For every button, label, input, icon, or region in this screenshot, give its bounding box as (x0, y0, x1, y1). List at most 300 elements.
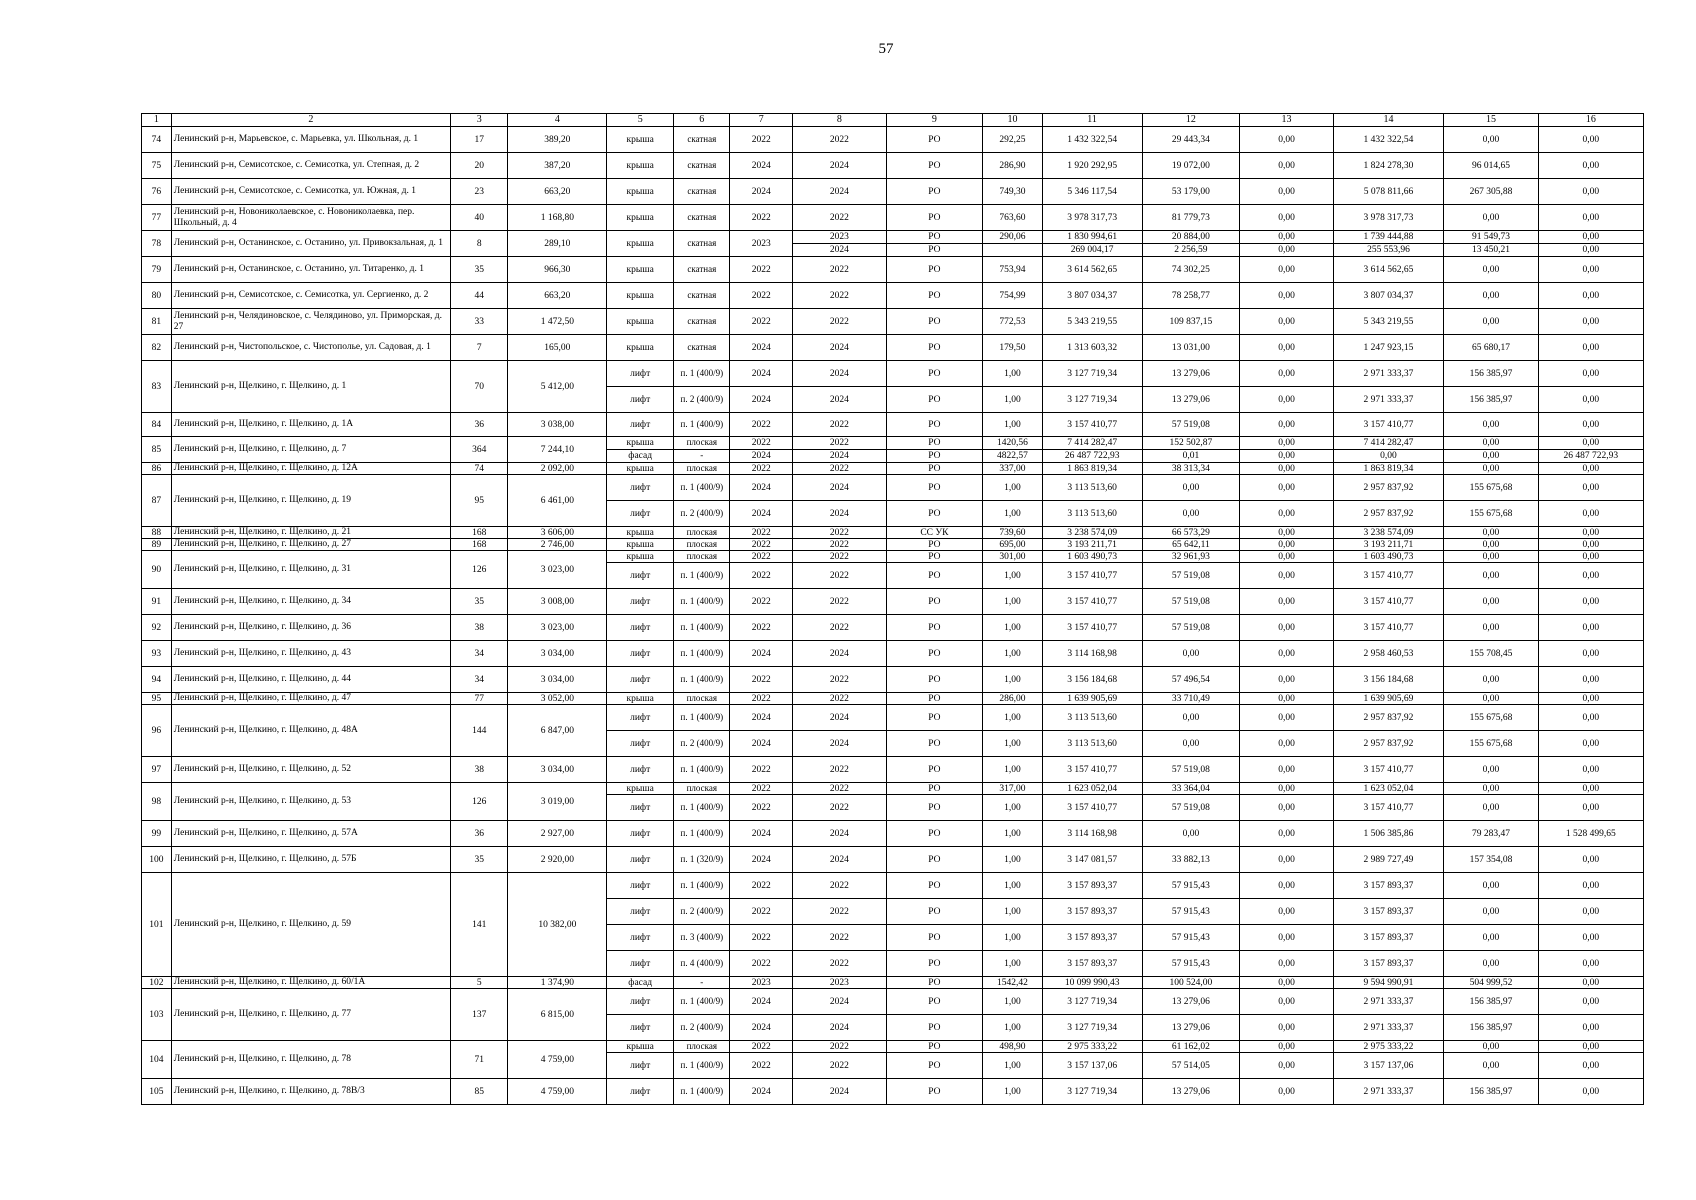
table-cell: 0,00 (1240, 977, 1333, 989)
table-cell: лифт (607, 413, 674, 437)
table-cell: 2 971 333,37 (1333, 1015, 1443, 1041)
table-cell: 0,00 (1538, 757, 1643, 783)
table-cell: 2024 (793, 731, 886, 757)
table-cell: 2022 (730, 795, 793, 821)
table-cell: 7 414 282,47 (1333, 437, 1443, 450)
table-cell: п. 1 (400/9) (674, 615, 730, 641)
table-cell: 0,00 (1444, 257, 1539, 283)
table-body (142, 114, 1644, 1105)
table-cell: 0,00 (1240, 413, 1333, 437)
table-cell: РО (886, 205, 983, 231)
table-cell: 0,00 (1240, 795, 1333, 821)
table-cell: скатная (674, 153, 730, 179)
table-cell: 152 502,87 (1142, 437, 1240, 450)
table-cell: 0,00 (1240, 387, 1333, 413)
table-cell: 0,00 (1538, 925, 1643, 951)
table-cell: крыша (607, 335, 674, 361)
table-cell: 2024 (793, 179, 886, 205)
table-cell: 1,00 (983, 1053, 1042, 1079)
table-cell: 3 114 168,98 (1042, 641, 1142, 667)
table-cell: РО (886, 475, 983, 501)
table-cell: крыша (607, 257, 674, 283)
table-cell: РО (886, 551, 983, 563)
table-cell: лифт (607, 925, 674, 951)
table-cell: РО (886, 821, 983, 847)
table-cell: 0,00 (1538, 153, 1643, 179)
table-cell: 7 414 282,47 (1042, 437, 1142, 450)
table-cell: Ленинский р-н, Щелкино, г. Щелкино, д. 43 (171, 641, 450, 667)
table-cell: 0,00 (1444, 205, 1539, 231)
table-cell: 0,00 (1538, 1053, 1643, 1079)
table-cell: 695,00 (983, 539, 1042, 551)
table-cell: п. 1 (400/9) (674, 413, 730, 437)
table-cell: Ленинский р-н, Семисотское, с. Семисотка, ул. Южная, д. 1 (171, 179, 450, 205)
table-cell: 3 238 574,09 (1042, 527, 1142, 539)
table-cell: 2 975 333,22 (1042, 1041, 1142, 1053)
table-row (142, 1041, 1644, 1053)
table-cell: 0,00 (1538, 731, 1643, 757)
table-cell: 3 127 719,34 (1042, 387, 1142, 413)
column-header: 3 (451, 114, 508, 127)
table-cell: Ленинский р-н, Щелкино, г. Щелкино, д. 1А (171, 413, 450, 437)
table-cell: 763,60 (983, 205, 1042, 231)
table-cell: 87 (142, 475, 172, 527)
table-cell: 966,30 (508, 257, 607, 283)
column-header: 12 (1142, 114, 1240, 127)
table-cell: лифт (607, 1015, 674, 1041)
table-cell: 3 034,00 (508, 667, 607, 693)
table-cell: 85 (451, 1079, 508, 1105)
table-cell: 2022 (730, 667, 793, 693)
table-cell: 2 971 333,37 (1333, 989, 1443, 1015)
table-cell: 498,90 (983, 1041, 1042, 1053)
table-cell: 0,00 (1240, 693, 1333, 705)
table-cell: Ленинский р-н, Щелкино, г. Щелкино, д. 21 (171, 527, 450, 539)
table-cell: лифт (607, 667, 674, 693)
table-row (142, 361, 1644, 387)
table-row (142, 667, 1644, 693)
table-cell: Ленинский р-н, Щелкино, г. Щелкино, д. 31 (171, 551, 450, 589)
table-cell: 33 (451, 309, 508, 335)
table-cell: 57 915,43 (1142, 873, 1240, 899)
table-cell: 155 675,68 (1444, 475, 1539, 501)
table-cell: 26 487 722,93 (1538, 450, 1643, 463)
table-cell: 1 247 923,15 (1333, 335, 1443, 361)
table-cell: лифт (607, 589, 674, 615)
table-cell: 2022 (793, 563, 886, 589)
table-cell: 1 432 322,54 (1333, 127, 1443, 153)
table-cell: 0,00 (1538, 309, 1643, 335)
table-cell: 1,00 (983, 475, 1042, 501)
table-cell: лифт (607, 1079, 674, 1105)
table-cell: крыша (607, 693, 674, 705)
table-cell: 3 113 513,60 (1042, 475, 1142, 501)
table-cell: 3 157 410,77 (1333, 413, 1443, 437)
table-cell: РО (886, 693, 983, 705)
table-cell: скатная (674, 283, 730, 309)
table-cell: крыша (607, 231, 674, 257)
table-cell: 0,00 (1444, 757, 1539, 783)
table-cell: 144 (451, 705, 508, 757)
table-cell: 0,00 (1538, 977, 1643, 989)
table-cell: 0,00 (1240, 989, 1333, 1015)
table-cell: 74 (451, 463, 508, 475)
table-cell: 2022 (793, 951, 886, 977)
table-cell: лифт (607, 475, 674, 501)
table-cell: 0,00 (1538, 205, 1643, 231)
table-cell: 3 606,00 (508, 527, 607, 539)
table-cell: 286,00 (983, 693, 1042, 705)
table-cell: 0,00 (1444, 127, 1539, 153)
table-cell: 13 279,06 (1142, 361, 1240, 387)
table-cell: 17 (451, 127, 508, 153)
table-cell: 3 008,00 (508, 589, 607, 615)
table-cell: 2022 (793, 413, 886, 437)
table-cell: 364 (451, 437, 508, 463)
table-cell: плоская (674, 693, 730, 705)
table-cell: 5 078 811,66 (1333, 179, 1443, 205)
table-cell: крыша (607, 527, 674, 539)
table-cell: 2022 (730, 551, 793, 563)
table-cell: 2023 (793, 231, 886, 244)
table-cell: 2022 (730, 437, 793, 450)
table-cell: 2022 (730, 309, 793, 335)
table-cell: п. 1 (400/9) (674, 589, 730, 615)
table-cell: лифт (607, 563, 674, 589)
table-cell: Ленинский р-н, Щелкино, г. Щелкино, д. 48А (171, 705, 450, 757)
table-cell: 2022 (793, 1041, 886, 1053)
table-cell: 0,00 (1538, 475, 1643, 501)
table-row (142, 527, 1644, 539)
table-cell: РО (886, 244, 983, 257)
table-cell: 2022 (793, 667, 886, 693)
table-cell: 105 (142, 1079, 172, 1105)
table-cell: 663,20 (508, 179, 607, 205)
table-cell: 57 514,05 (1142, 1053, 1240, 1079)
table-cell: 3 034,00 (508, 757, 607, 783)
table-cell: РО (886, 1053, 983, 1079)
table-cell: 91 549,73 (1444, 231, 1539, 244)
table-cell: 19 072,00 (1142, 153, 1240, 179)
table-cell: 286,90 (983, 153, 1042, 179)
table-cell: 89 (142, 539, 172, 551)
table-cell: Ленинский р-н, Щелкино, г. Щелкино, д. 78 (171, 1041, 450, 1079)
table-cell: 0,00 (1142, 501, 1240, 527)
table-cell: 2022 (730, 1053, 793, 1079)
table-cell: 0,00 (1538, 463, 1643, 475)
table-cell: РО (886, 1041, 983, 1053)
table-cell: 57 915,43 (1142, 925, 1240, 951)
table-cell: Ленинский р-н, Щелкино, г. Щелкино, д. 7 (171, 437, 450, 463)
table-cell: Ленинский р-н, Щелкино, г. Щелкино, д. 53 (171, 783, 450, 821)
table-cell: 2024 (730, 705, 793, 731)
table-cell: 2024 (730, 1079, 793, 1105)
table-cell: 1,00 (983, 951, 1042, 977)
table-cell: 3 127 719,34 (1042, 989, 1142, 1015)
table-cell: РО (886, 705, 983, 731)
table-cell: лифт (607, 615, 674, 641)
table-cell: лифт (607, 705, 674, 731)
table-cell: 13 279,06 (1142, 1079, 1240, 1105)
table-cell: 103 (142, 989, 172, 1041)
table-cell: 0,00 (1240, 1015, 1333, 1041)
table-cell: 2022 (730, 539, 793, 551)
table-cell: п. 1 (400/9) (674, 873, 730, 899)
table-cell: 2024 (793, 450, 886, 463)
table-cell: РО (886, 450, 983, 463)
table-cell: 0,00 (1538, 795, 1643, 821)
table-cell: 3 023,00 (508, 551, 607, 589)
table-cell: Ленинский р-н, Щелкино, г. Щелкино, д. 60/1А (171, 977, 450, 989)
table-cell: 317,00 (983, 783, 1042, 795)
table-cell: 4 759,00 (508, 1041, 607, 1079)
table-cell: 155 708,45 (1444, 641, 1539, 667)
table-cell: 2024 (793, 335, 886, 361)
table-cell: 0,00 (1240, 463, 1333, 475)
table-cell: РО (886, 563, 983, 589)
table-cell: 83 (142, 361, 172, 413)
table-cell: РО (886, 257, 983, 283)
table-cell: 35 (451, 847, 508, 873)
table-cell: Ленинский р-н, Семисотское, с. Семисотка, ул. Степная, д. 2 (171, 153, 450, 179)
table-cell: 0,00 (1240, 847, 1333, 873)
table-cell: 3 157 410,77 (1333, 563, 1443, 589)
table-cell: 3 034,00 (508, 641, 607, 667)
table-row (142, 615, 1644, 641)
table-cell: 93 (142, 641, 172, 667)
table-cell: 0,00 (1240, 899, 1333, 925)
table-cell: 3 157 893,37 (1042, 873, 1142, 899)
table-cell: 0,00 (1538, 551, 1643, 563)
table-cell: 0,00 (1444, 783, 1539, 795)
table-cell: 9 594 990,91 (1333, 977, 1443, 989)
table-cell: 2024 (730, 821, 793, 847)
table-cell: 32 961,93 (1142, 551, 1240, 563)
table-cell: 0,00 (1538, 783, 1643, 795)
table-cell: 0,00 (1142, 821, 1240, 847)
table-cell: РО (886, 731, 983, 757)
capital-repair-table (141, 113, 1644, 1105)
table-row (142, 127, 1644, 153)
table-cell: 0,00 (1240, 153, 1333, 179)
table-cell: Ленинский р-н, Щелкино, г. Щелкино, д. 78В/3 (171, 1079, 450, 1105)
table-cell: 3 157 410,77 (1042, 413, 1142, 437)
table-cell: 0,00 (1240, 309, 1333, 335)
table-row (142, 463, 1644, 475)
table-cell: скатная (674, 257, 730, 283)
table-cell: 0,00 (1538, 667, 1643, 693)
table-cell: 3 157 893,37 (1333, 951, 1443, 977)
table-cell: 96 (142, 705, 172, 757)
table-cell: 2022 (730, 205, 793, 231)
table-cell: РО (886, 501, 983, 527)
table-cell: 0,00 (1142, 641, 1240, 667)
table-cell: лифт (607, 757, 674, 783)
table-cell: 3 157 893,37 (1042, 925, 1142, 951)
table-cell: Ленинский р-н, Останинское, с. Останино, ул. Титаренко, д. 1 (171, 257, 450, 283)
table-cell: 0,00 (1444, 589, 1539, 615)
page-number: 57 (878, 41, 894, 57)
table-cell: 1,00 (983, 589, 1042, 615)
table-cell: лифт (607, 989, 674, 1015)
table-cell: 1 623 052,04 (1042, 783, 1142, 795)
table-cell: 0,00 (1444, 925, 1539, 951)
table-cell: 0,00 (1240, 821, 1333, 847)
table-cell: 2 971 333,37 (1333, 1079, 1443, 1105)
table-cell: 137 (451, 989, 508, 1041)
table-cell: крыша (607, 1041, 674, 1053)
table-cell: 3 157 893,37 (1333, 873, 1443, 899)
table-row (142, 257, 1644, 283)
table-row (142, 205, 1644, 231)
table-cell: лифт (607, 387, 674, 413)
table-cell: 2022 (793, 899, 886, 925)
table-cell: 5 412,00 (508, 361, 607, 413)
table-cell: 2022 (793, 551, 886, 563)
table-row (142, 757, 1644, 783)
table-row (142, 413, 1644, 437)
table-cell: 2024 (730, 387, 793, 413)
table-cell: 3 807 034,37 (1333, 283, 1443, 309)
table-cell: 2022 (730, 783, 793, 795)
table-row (142, 475, 1644, 501)
table-cell: Ленинский р-н, Щелкино, г. Щелкино, д. 1 (171, 361, 450, 413)
table-row (142, 705, 1644, 731)
table-cell: 2 957 837,92 (1333, 501, 1443, 527)
column-header: 9 (886, 114, 983, 127)
table-cell: РО (886, 641, 983, 667)
table-cell: 10 099 990,43 (1042, 977, 1142, 989)
table-cell: 5 343 219,55 (1333, 309, 1443, 335)
table-cell: 13 279,06 (1142, 989, 1240, 1015)
table-cell: Ленинский р-н, Останинское, с. Останино, ул. Привокзальная, д. 1 (171, 231, 450, 257)
table-cell: 2022 (793, 925, 886, 951)
table-cell: РО (886, 589, 983, 615)
table-cell: 2024 (793, 821, 886, 847)
column-header: 6 (674, 114, 730, 127)
table-cell: крыша (607, 127, 674, 153)
table-cell: 3 978 317,73 (1042, 205, 1142, 231)
table-cell: РО (886, 153, 983, 179)
table-cell: 0,00 (1444, 615, 1539, 641)
table-cell: 0,00 (1538, 563, 1643, 589)
table-cell: 2022 (793, 205, 886, 231)
table-cell: Ленинский р-н, Щелкино, г. Щелкино, д. 44 (171, 667, 450, 693)
table-cell: 0,00 (1538, 989, 1643, 1015)
table-cell: 0,00 (1444, 551, 1539, 563)
table-cell: 0,00 (1444, 539, 1539, 551)
table-cell: 2024 (793, 387, 886, 413)
table-cell: 3 157 137,06 (1042, 1053, 1142, 1079)
table-cell: 5 346 117,54 (1042, 179, 1142, 205)
table-cell: 2024 (730, 335, 793, 361)
table-cell: 88 (142, 527, 172, 539)
table-cell: п. 3 (400/9) (674, 925, 730, 951)
table-cell: 23 (451, 179, 508, 205)
column-header: 11 (1042, 114, 1142, 127)
table-cell: Ленинский р-н, Щелкино, г. Щелкино, д. 57А (171, 821, 450, 847)
table-cell: 3 157 410,77 (1333, 615, 1443, 641)
table-cell: 2022 (730, 257, 793, 283)
table-row (142, 437, 1644, 450)
table-cell: 3 157 410,77 (1333, 589, 1443, 615)
table-cell: 156 385,97 (1444, 1079, 1539, 1105)
table-cell: РО (886, 1015, 983, 1041)
table-cell: 3 157 137,06 (1333, 1053, 1443, 1079)
table-cell: 1 623 052,04 (1333, 783, 1443, 795)
table-cell: Ленинский р-н, Марьевское, с. Марьевка, ул. Школьная, д. 1 (171, 127, 450, 153)
table-cell: 2022 (730, 925, 793, 951)
table-cell: 97 (142, 757, 172, 783)
table-cell: 3 157 410,77 (1333, 795, 1443, 821)
table-cell: 2022 (730, 127, 793, 153)
table-cell: 0,00 (1538, 615, 1643, 641)
table-cell: 156 385,97 (1444, 361, 1539, 387)
table-cell: 126 (451, 783, 508, 821)
table-cell: 1 603 490,73 (1333, 551, 1443, 563)
column-header: 7 (730, 114, 793, 127)
table-cell: 57 519,08 (1142, 563, 1240, 589)
table-cell: 0,00 (1538, 589, 1643, 615)
table-cell: 1 863 819,34 (1042, 463, 1142, 475)
table-cell: 20 (451, 153, 508, 179)
table-cell: 3 807 034,37 (1042, 283, 1142, 309)
table-cell: 0,00 (1240, 641, 1333, 667)
table-cell: 2024 (730, 731, 793, 757)
table-cell: РО (886, 951, 983, 977)
table-cell: 0,00 (1240, 205, 1333, 231)
table-cell: 95 (142, 693, 172, 705)
table-cell: 3 614 562,65 (1042, 257, 1142, 283)
table-cell: 3 113 513,60 (1042, 731, 1142, 757)
table-cell: Ленинский р-н, Новониколаевское, с. Новониколаевка, пер. Школьный, д. 4 (171, 205, 450, 231)
table-cell: 4822,57 (983, 450, 1042, 463)
table-cell: п. 2 (400/9) (674, 731, 730, 757)
table-cell: 0,00 (1240, 257, 1333, 283)
table-row (142, 153, 1644, 179)
table-cell: 0,00 (1240, 589, 1333, 615)
table-cell: п. 2 (400/9) (674, 899, 730, 925)
table-cell: Ленинский р-н, Щелкино, г. Щелкино, д. 12А (171, 463, 450, 475)
column-header: 13 (1240, 114, 1333, 127)
table-cell: 0,00 (1444, 1053, 1539, 1079)
table-cell: 1 168,80 (508, 205, 607, 231)
table-cell: 0,00 (1240, 1079, 1333, 1105)
table-cell: лифт (607, 501, 674, 527)
column-header: 14 (1333, 114, 1443, 127)
table-cell: 109 837,15 (1142, 309, 1240, 335)
table-cell: 53 179,00 (1142, 179, 1240, 205)
table-cell: 20 884,00 (1142, 231, 1240, 244)
table-cell: Ленинский р-н, Щелкино, г. Щелкино, д. 52 (171, 757, 450, 783)
table-cell: п. 2 (400/9) (674, 387, 730, 413)
table-cell: 1,00 (983, 873, 1042, 899)
table-cell: 754,99 (983, 283, 1042, 309)
table-cell: РО (886, 847, 983, 873)
table-row (142, 309, 1644, 335)
table-cell: 0,00 (1240, 667, 1333, 693)
table-row (142, 231, 1644, 244)
table-cell: 2 957 837,92 (1333, 731, 1443, 757)
table-cell: 81 779,73 (1142, 205, 1240, 231)
table-cell: Ленинский р-н, Щелкино, г. Щелкино, д. 77 (171, 989, 450, 1041)
table-cell: РО (886, 873, 983, 899)
table-cell: 0,00 (1240, 127, 1333, 153)
table-cell: - (674, 977, 730, 989)
table-cell: Ленинский р-н, Щелкино, г. Щелкино, д. 27 (171, 539, 450, 551)
table-cell: 65 680,17 (1444, 335, 1539, 361)
table-cell: 71 (451, 1041, 508, 1079)
